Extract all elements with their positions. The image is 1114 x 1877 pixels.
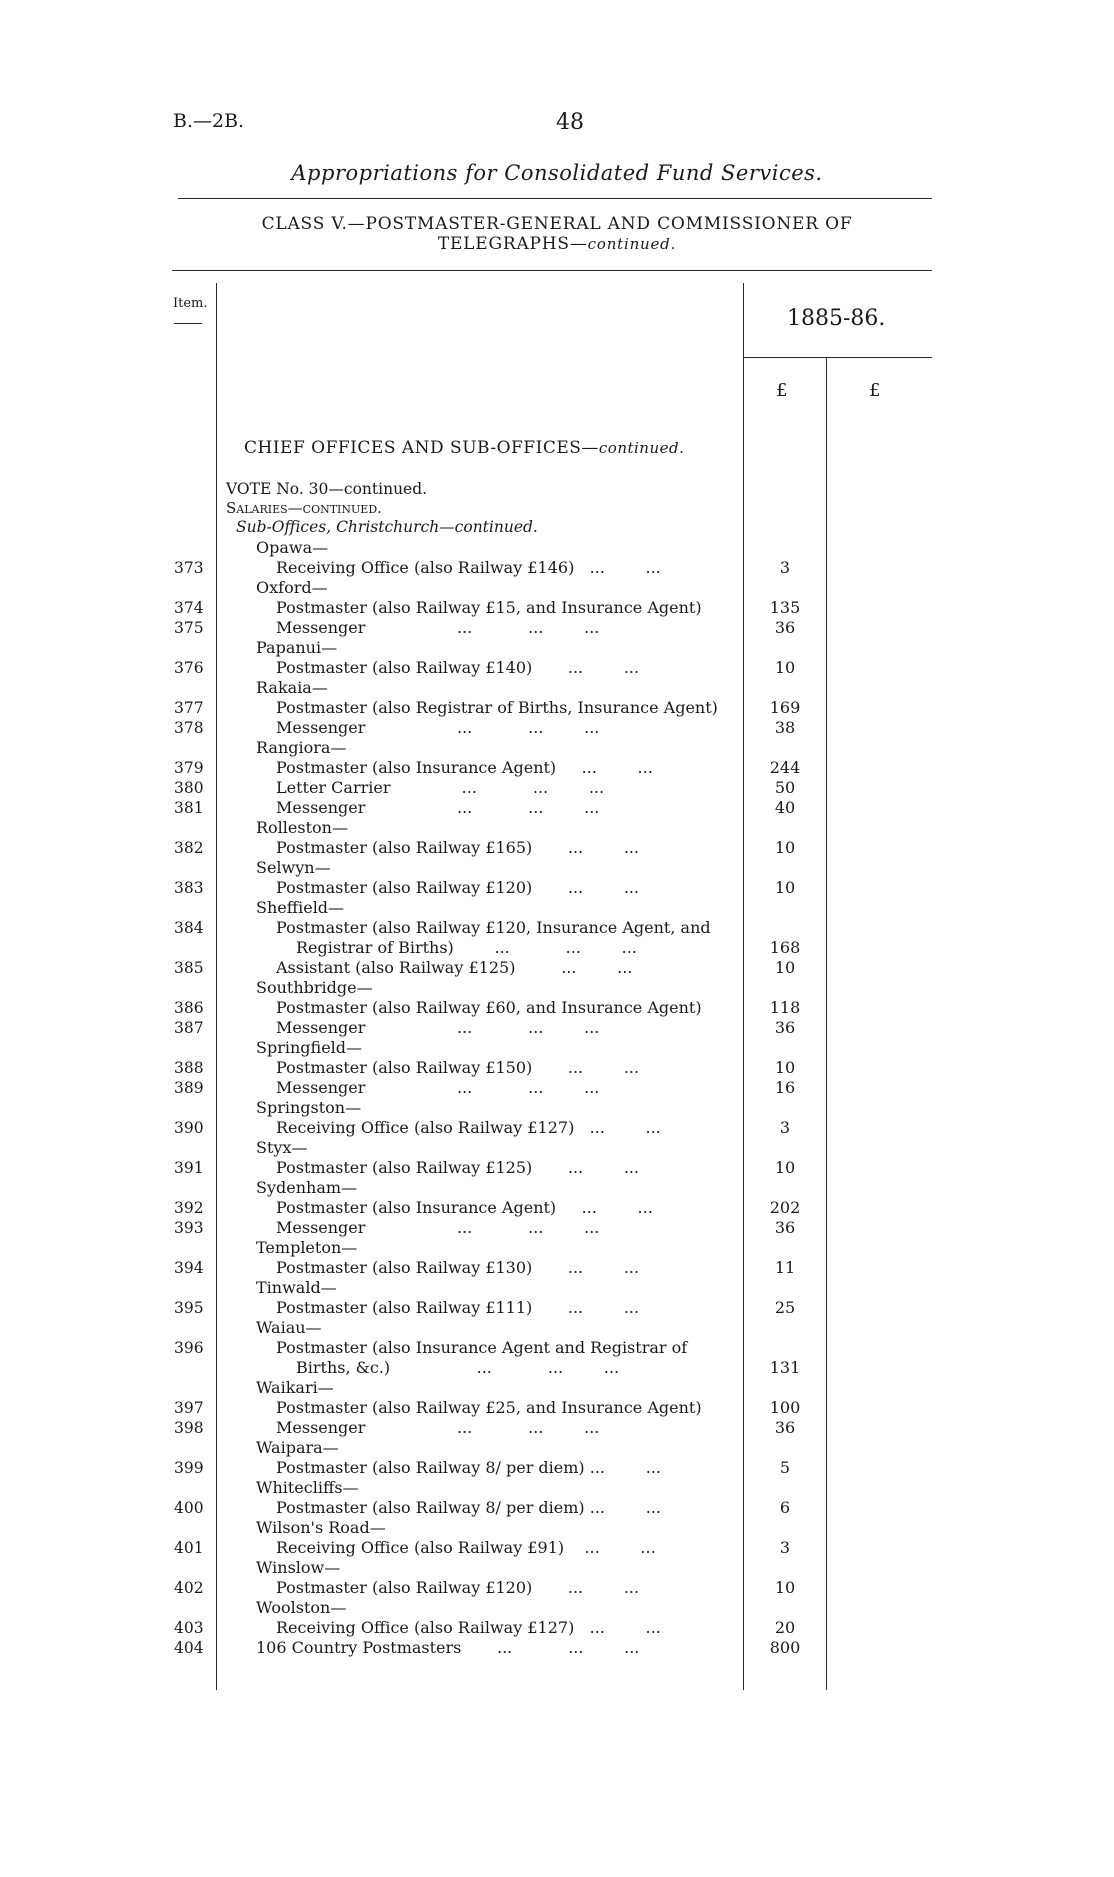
item-amount: 202: [769, 1198, 801, 1217]
item-number: 377: [174, 699, 204, 717]
item-description: Messenger ... ... ...: [276, 798, 600, 817]
section-heading-text: CHIEF OFFICES AND SUB-OFFICES—: [244, 438, 599, 458]
item-amount: 3: [779, 1538, 791, 1557]
item-amount: 10: [774, 878, 796, 897]
item-description: Messenger ... ... ...: [276, 618, 600, 637]
item-number: 374: [174, 599, 204, 617]
item-number: 390: [174, 1119, 204, 1137]
place-name: Wilson's Road—: [256, 1518, 386, 1537]
item-number: 396: [174, 1339, 204, 1357]
item-description: Postmaster (also Railway £130) ... ...: [276, 1258, 640, 1277]
sub-offices-heading: Sub-Offices, Christchurch—continued.: [236, 518, 538, 536]
place-name: Oxford—: [256, 578, 328, 597]
item-number: 382: [174, 839, 204, 857]
salaries-heading: Salaries—continued.: [226, 499, 382, 517]
place-name: Southbridge—: [256, 978, 373, 997]
item-description: Postmaster (also Insurance Agent) ... ...: [276, 758, 653, 777]
place-name: Rangiora—: [256, 738, 347, 757]
place-name: Rakaia—: [256, 678, 328, 697]
amount-column-divider: [826, 357, 827, 1690]
year-header-rule: [744, 357, 932, 358]
item-description: Postmaster (also Railway £15, and Insurance Agent): [276, 598, 702, 617]
item-description: Postmaster (also Railway £140) ... ...: [276, 658, 640, 677]
item-amount: 10: [774, 1058, 796, 1077]
item-number: 379: [174, 759, 204, 777]
item-amount: 40: [774, 798, 796, 817]
item-amount: 36: [774, 1018, 796, 1037]
item-description: Postmaster (also Insurance Agent) ... ...: [276, 1198, 653, 1217]
item-amount: 10: [774, 658, 796, 677]
item-description: Messenger ... ... ...: [276, 1218, 600, 1237]
page-number: 48: [556, 110, 584, 135]
item-amount: 36: [774, 618, 796, 637]
place-name: Templeton—: [256, 1238, 358, 1257]
class-heading-line2: [0, 234, 1114, 254]
item-amount: 11: [774, 1258, 796, 1277]
place-name: Whitecliffs—: [256, 1478, 359, 1497]
item-header-rule: [174, 323, 202, 324]
item-description: Receiving Office (also Railway £127) ... ...: [276, 1618, 661, 1637]
class-heading-line2-text: TELEGRAPHS—: [437, 234, 588, 254]
item-description: Assistant (also Railway £125) ... ...: [276, 958, 633, 977]
item-number: 392: [174, 1199, 204, 1217]
item-amount: 10: [774, 1578, 796, 1597]
place-name: Waipara—: [256, 1438, 339, 1457]
item-amount: 16: [774, 1078, 796, 1097]
item-description: Postmaster (also Railway £120) ... ...: [276, 1578, 640, 1597]
item-amount: 36: [774, 1218, 796, 1237]
item-number: 398: [174, 1419, 204, 1437]
item-amount: 168: [769, 938, 801, 957]
place-name: Springston—: [256, 1098, 362, 1117]
item-number: 387: [174, 1019, 204, 1037]
item-description: Messenger ... ... ...: [276, 1418, 600, 1437]
place-name: Tinwald—: [256, 1278, 337, 1297]
item-description: Postmaster (also Railway £120) ... ...: [276, 878, 640, 897]
item-number: 375: [174, 619, 204, 637]
item-description: Letter Carrier ... ... ...: [276, 778, 605, 797]
item-amount: 25: [774, 1298, 796, 1317]
section-heading: [244, 438, 684, 458]
item-number: 399: [174, 1459, 204, 1477]
item-description: Postmaster (also Railway £150) ... ...: [276, 1058, 640, 1077]
item-amount: 3: [779, 558, 791, 577]
item-amount: 50: [774, 778, 796, 797]
place-name: Selwyn—: [256, 858, 331, 877]
place-name: Papanui—: [256, 638, 338, 657]
item-number: 385: [174, 959, 204, 977]
item-amount: 100: [769, 1398, 801, 1417]
item-description: Postmaster (also Railway £25, and Insurance Agent): [276, 1398, 702, 1417]
item-number: 404: [174, 1639, 204, 1657]
place-name: Springfield—: [256, 1038, 363, 1057]
item-number: 394: [174, 1259, 204, 1277]
item-description-continued: Births, &c.) ... ... ...: [296, 1358, 620, 1377]
pound-column-2-header: £: [869, 380, 881, 401]
item-number: 386: [174, 999, 204, 1017]
item-amount: 10: [774, 1158, 796, 1177]
item-description: Receiving Office (also Railway £91) ... ...: [276, 1538, 656, 1557]
item-amount: 244: [769, 758, 801, 777]
item-amount: 20: [774, 1618, 796, 1637]
item-description: Messenger ... ... ...: [276, 1018, 600, 1037]
item-number: 400: [174, 1499, 204, 1517]
item-number: 380: [174, 779, 204, 797]
item-number: 378: [174, 719, 204, 737]
item-number: 393: [174, 1219, 204, 1237]
item-description-continued: Registrar of Births) ... ... ...: [296, 938, 637, 957]
place-name: Woolston—: [256, 1598, 347, 1617]
class-heading-line1: CLASS V.—POSTMASTER-GENERAL AND COMMISSIONER OF: [261, 214, 853, 234]
item-description: Postmaster (also Railway £111) ... ...: [276, 1298, 640, 1317]
item-description: Postmaster (also Railway £60, and Insurance Agent): [276, 998, 702, 1017]
place-name: Styx—: [256, 1138, 308, 1157]
description-column-divider: [743, 283, 744, 1690]
item-description: Receiving Office (also Railway £127) ... ...: [276, 1118, 661, 1137]
item-number: 373: [174, 559, 204, 577]
item-amount: 131: [769, 1358, 801, 1377]
item-description: Postmaster (also Railway £120, Insurance Agent, and: [276, 918, 711, 937]
table-top-rule: [172, 270, 932, 271]
item-number: 391: [174, 1159, 204, 1177]
place-name: Waiau—: [256, 1318, 322, 1337]
item-amount: 36: [774, 1418, 796, 1437]
item-amount: 38: [774, 718, 796, 737]
class-heading-line2-continued: continued.: [587, 235, 677, 253]
title-rule: [178, 198, 932, 199]
item-description: Postmaster (also Registrar of Births, Insurance Agent): [276, 698, 718, 717]
item-column-divider: [216, 283, 217, 1690]
item-column-header: Item.: [173, 296, 208, 311]
place-name: Waikari—: [256, 1378, 334, 1397]
item-description: Messenger ... ... ...: [276, 1078, 600, 1097]
page-title: Appropriations for Consolidated Fund Services.: [291, 161, 823, 185]
item-description: Postmaster (also Railway £125) ... ...: [276, 1158, 640, 1177]
item-number: 397: [174, 1399, 204, 1417]
place-name: Opawa—: [256, 538, 329, 557]
pound-column-1-header: £: [776, 380, 788, 401]
item-amount: 118: [769, 998, 801, 1017]
item-amount: 10: [774, 958, 796, 977]
item-description: Postmaster (also Railway 8/ per diem) ... ...: [276, 1498, 661, 1517]
item-number: 376: [174, 659, 204, 677]
vote-heading: VOTE No. 30—continued.: [226, 480, 428, 498]
item-amount: 3: [779, 1118, 791, 1137]
year-column-header: 1885-86.: [787, 306, 886, 331]
item-number: 402: [174, 1579, 204, 1597]
item-number: 401: [174, 1539, 204, 1557]
section-heading-continued: continued.: [598, 439, 685, 457]
item-description: Postmaster (also Railway 8/ per diem) ... ...: [276, 1458, 661, 1477]
item-amount: 10: [774, 838, 796, 857]
item-number: 383: [174, 879, 204, 897]
item-description: Messenger ... ... ...: [276, 718, 600, 737]
item-number: 395: [174, 1299, 204, 1317]
item-amount: 800: [769, 1638, 801, 1657]
item-amount: 135: [769, 598, 801, 617]
place-name: Sydenham—: [256, 1178, 358, 1197]
item-number: 388: [174, 1059, 204, 1077]
item-amount: 5: [779, 1458, 791, 1477]
place-name: Winslow—: [256, 1558, 341, 1577]
item-number: 389: [174, 1079, 204, 1097]
place-name: Sheffield—: [256, 898, 345, 917]
item-amount: 6: [779, 1498, 791, 1517]
item-number: 403: [174, 1619, 204, 1637]
item-description: 106 Country Postmasters ... ... ...: [256, 1638, 640, 1657]
document-reference: B.—2B.: [173, 110, 245, 132]
item-description: Receiving Office (also Railway £146) ... ...: [276, 558, 661, 577]
place-name: Rolleston—: [256, 818, 348, 837]
item-number: 384: [174, 919, 204, 937]
item-number: 381: [174, 799, 204, 817]
item-amount: 169: [769, 698, 801, 717]
item-description: Postmaster (also Railway £165) ... ...: [276, 838, 640, 857]
item-description: Postmaster (also Insurance Agent and Registrar of: [276, 1338, 688, 1357]
